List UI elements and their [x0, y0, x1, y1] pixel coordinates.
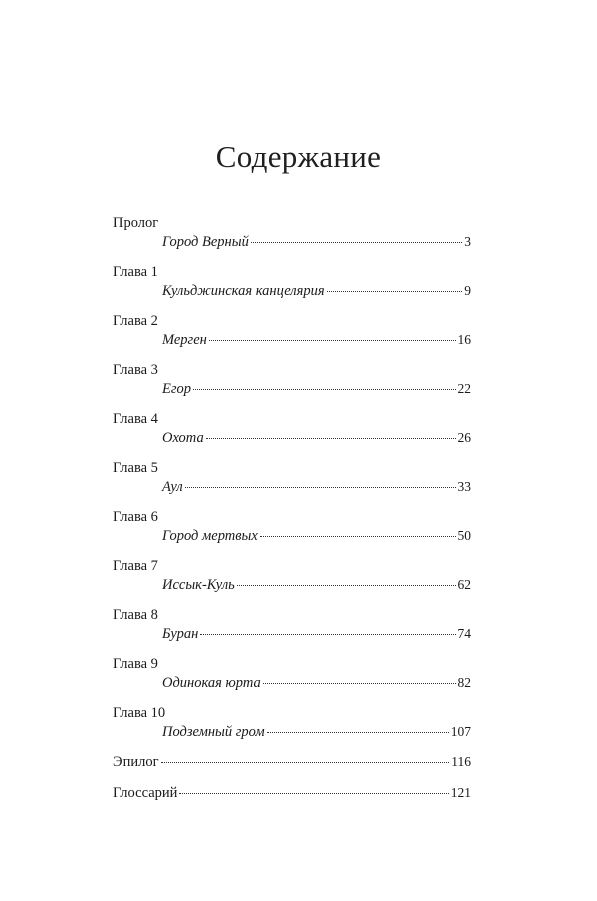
- toc-entry-epilogue[interactable]: [113, 753, 471, 772]
- toc-subtitle-row[interactable]: [113, 282, 471, 301]
- dot-leader: [179, 793, 448, 794]
- dot-leader: [263, 683, 456, 684]
- page-number: 50: [457, 528, 471, 543]
- page-number: 9: [464, 283, 471, 298]
- page-number: 33: [457, 479, 471, 494]
- dot-leader: [251, 242, 462, 243]
- toc-entry-prologue: [113, 214, 471, 252]
- chapter-title: Подземный гром: [162, 724, 265, 740]
- chapter-label: Глава 8: [113, 607, 158, 623]
- page-number: 3: [464, 234, 471, 249]
- toc-subtitle-row[interactable]: [113, 429, 471, 448]
- chapter-label: Глава 1: [113, 264, 158, 280]
- chapter-label: Глава 2: [113, 313, 158, 329]
- toc-entry-chapter-7: [113, 557, 471, 595]
- toc-part-label: Пролог: [113, 215, 159, 231]
- dot-leader: [206, 438, 456, 439]
- toc-entry-chapter-5: [113, 459, 471, 497]
- toc-entry-chapter-9: [113, 655, 471, 693]
- page-number: 82: [457, 675, 471, 690]
- dot-leader: [200, 634, 455, 635]
- chapter-label: Глава 10: [113, 705, 166, 721]
- page-number: 116: [451, 754, 471, 769]
- page-number: 22: [457, 381, 471, 396]
- dot-leader: [185, 487, 456, 488]
- dot-leader: [209, 340, 456, 341]
- chapter-label: Глава 9: [113, 656, 158, 672]
- chapter-title: Город мертвых: [162, 528, 258, 544]
- toc-subtitle: Город Верный: [162, 234, 249, 250]
- chapter-title: Мерген: [162, 332, 207, 348]
- chapter-title: Иссык-Куль: [162, 577, 235, 593]
- toc-entry-glossary[interactable]: [113, 784, 471, 803]
- toc-entry-chapter-6: [113, 508, 471, 546]
- chapter-title: Одинокая юрта: [162, 675, 261, 691]
- toc-subtitle-row[interactable]: [113, 233, 471, 252]
- page-number: 26: [457, 430, 471, 445]
- toc-entry-chapter-8: [113, 606, 471, 644]
- dot-leader: [193, 389, 455, 390]
- toc-subtitle-row[interactable]: [113, 723, 471, 742]
- page-title: Содержание: [215, 139, 382, 174]
- page-number: 62: [457, 577, 471, 592]
- chapter-title: Егор: [162, 381, 192, 397]
- toc-entry-chapter-2: [113, 312, 471, 350]
- dot-leader: [267, 732, 449, 733]
- toc-subtitle-row[interactable]: [113, 380, 471, 399]
- dot-leader: [327, 291, 463, 292]
- chapter-title: Кульджинская канцелярия: [162, 283, 325, 299]
- chapter-label: Глава 6: [113, 509, 158, 525]
- page-number: 74: [457, 626, 471, 641]
- toc-subtitle-row[interactable]: [113, 576, 471, 595]
- toc-entry-chapter-10: [113, 704, 471, 742]
- table-of-contents: [113, 214, 471, 815]
- toc-subtitle-row[interactable]: [113, 674, 471, 693]
- chapter-label: Глава 3: [113, 362, 158, 378]
- toc-subtitle-row[interactable]: [113, 331, 471, 350]
- page-number: 107: [450, 724, 471, 739]
- chapter-title: Аул: [162, 479, 183, 495]
- dot-leader: [237, 585, 456, 586]
- chapter-title: Охота: [162, 430, 204, 446]
- dot-leader: [260, 536, 456, 537]
- toc-entry-chapter-4: [113, 410, 471, 448]
- toc-subtitle-row[interactable]: [113, 478, 471, 497]
- toc-entry-chapter-1: [113, 263, 471, 301]
- toc-entry-chapter-3: [113, 361, 471, 399]
- chapter-label: Глава 7: [113, 558, 158, 574]
- chapter-title: Буран: [162, 626, 199, 642]
- toc-subtitle-row[interactable]: [113, 625, 471, 644]
- page-number: 16: [457, 332, 471, 347]
- toc-part-label: Эпилог: [113, 754, 159, 770]
- toc-subtitle-row[interactable]: [113, 527, 471, 546]
- chapter-label: Глава 4: [113, 411, 158, 427]
- page-number: 121: [450, 785, 471, 800]
- dot-leader: [161, 762, 450, 763]
- toc-part-label: Глоссарий: [113, 785, 178, 801]
- chapter-label: Глава 5: [113, 460, 158, 476]
